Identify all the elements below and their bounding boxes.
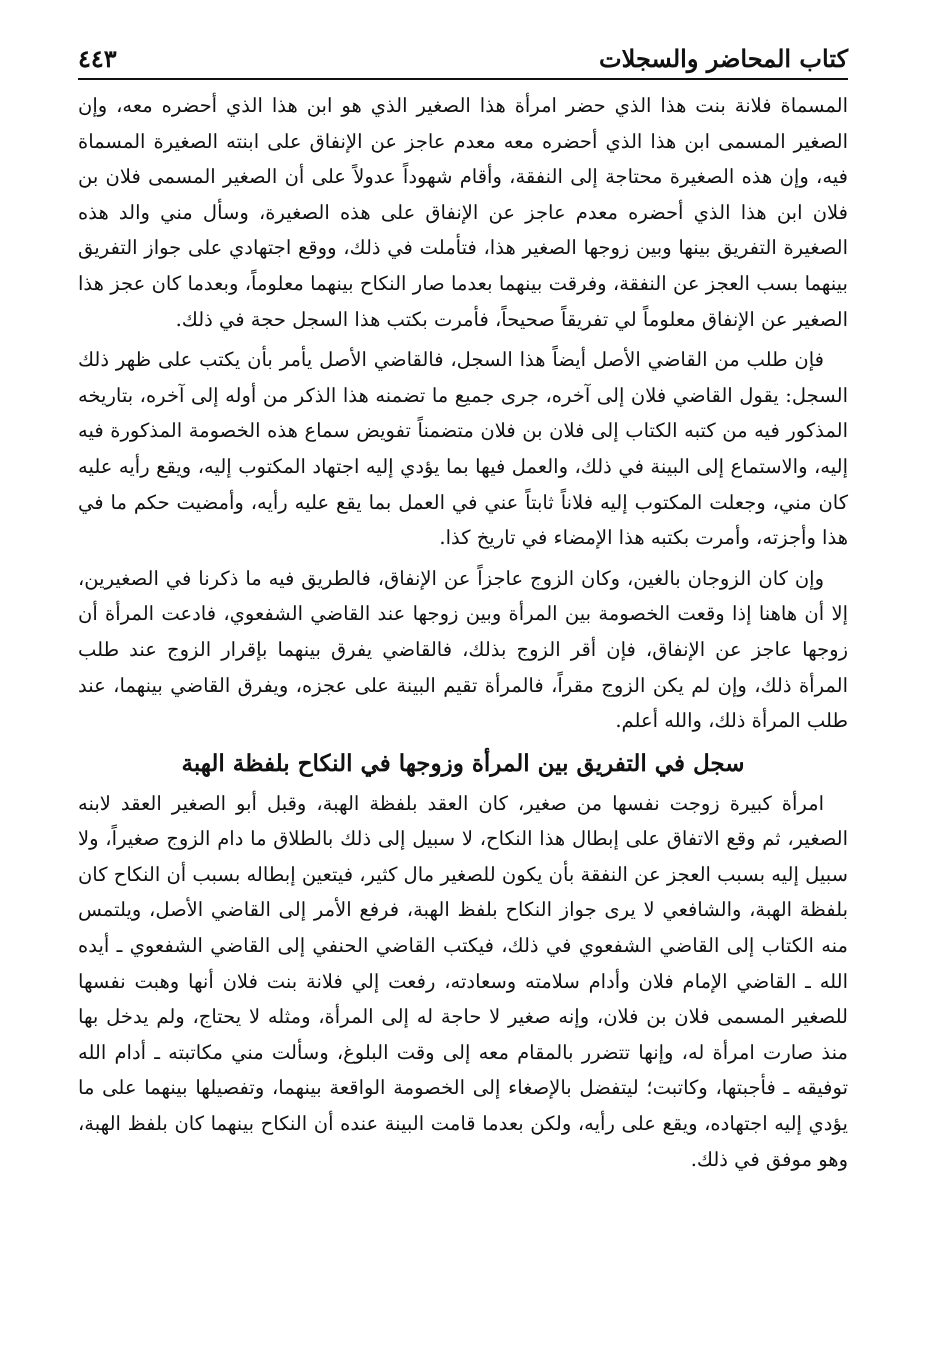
running-title: كتاب المحاضر والسجلات	[599, 44, 848, 73]
paragraph-2: فإن طلب من القاضي الأصل أيضاً هذا السجل، فالقاضي الأصل يأمر بأن يكتب على ظهر ذلك السجل: يقول القاضي فلان إلى آخره، جرى جميع ما تضمنه هذا الذكر من أوله إلى آخره، بتاريخه المذكور فيه من كتبه الكتاب إلى فلان بن فلان متضمناً تفويض سماع هذه الخصومة المذكورة فيه إليه، والاستماع إلى البينة في ذلك، والعمل فيها بما يؤدي إليه اجتهاد المكتوب إليه، ويقع رأيه عليه كان مني، وجعلت المكتوب إليه فلاناً ثابتاً عني في العمل بما يقع عليه رأيه، وأمضيت حكم ما في هذا وأجزته، وأمرت بكتبه هذا الإمضاء في تاريخ كذا.	[78, 348, 848, 550]
section-heading: سجل في التفريق بين المرأة وزوجها في النكاح بلفظة الهبة	[181, 749, 745, 777]
page-number: ٤٤٣	[78, 44, 117, 73]
paragraph-1: المسماة فلانة بنت هذا الذي حضر امرأة هذا الصغير الذي هو ابن هذا الذي أحضره معه، وإن الصغير المسمى ابن هذا الذي أحضره معه معدم عاجز عن الإنفاق على ابنته الصغيرة المسماة فيه، وإن هذه الصغيرة محتاجة إلى النفقة، وأقام شهوداً عدولاً على أن الصغير المسمى فلان بن فلان ابن هذا الذي أحضره معدم عاجز عن الإنفاق على هذه الصغيرة، وسأل مني والد هذه الصغيرة التفريق بينها وبين زوجها الصغير هذا، فتأملت في ذلك، ووقع اجتهادي على جواز التفريق بينهما بسب العجز عن النفقة، وفرقت بينهما بعدما صار النكاح بينهما معلوماً، وبعدما كان عجز هذا الصغير عن الإنفاق معلوماً لي تفريقاً صحيحاً، فأمرت بكتب هذا السجل حجة في ذلك.	[78, 94, 848, 331]
paragraph-4: امرأة كبيرة زوجت نفسها من صغير، كان العقد بلفظة الهبة، وقبل أبو الصغير العقد لابنه الصغير، ثم وقع الاتفاق على إبطال هذا النكاح، لا سبيل إلى ذلك بالطلاق ما دام الزوج صغيراً، ولا سبيل إليه بسبب العجز عن النفقة بأن يكون للصغير مال كثير، فيتعين إبطاله بسبب أن النكاح كان بلفظة الهبة، والشافعي لا يرى جواز النكاح بلفظ الهبة، فرفع الأمر إلى القاضي الأصل، ويلتمس منه الكتاب إلى القاضي الشفعوي في ذلك، فيكتب القاضي الحنفي إلى القاضي الشفعوي ـ أيده الله ـ القاضي الإمام فلان وأدام سلامته وسعادته، رفعت إلي فلانة بنت فلان أنها وهبت نفسها للصغير المسمى فلان بن فلان، وإنه صغير لا حاجة له إلى المرأة، ومثله لا يحتاج، ولم يدخل بها منذ صارت امرأة له، وإنها تتضرر بالمقام معه إلى وقت البلوغ، وسألت مني مكاتبته ـ أدام الله توفيقه ـ فأجبتها، وكاتبت؛ ليتفضل بالإصغاء إلى الخصومة الواقعة بينهما، وتفصيلها بينهما على ما يؤدي إليه اجتهاده، ويقع على رأيه، ولكن بعدما قامت البينة عنده أن النكاح بينهما كان بلفظ الهبة، وهو موفق في ذلك.	[77, 791, 848, 1171]
page-header	[78, 30, 848, 80]
page-body	[78, 88, 848, 1177]
paragraph-3: وإن كان الزوجان بالغين، وكان الزوج عاجزاً عن الإنفاق، فالطريق فيه ما ذكرنا في الصغيرين، إلا أن هاهنا إذا وقعت الخصومة بين المرأة وبين زوجها عند القاضي الشفعوي، فادعت المرأة أن زوجها عاجز عن الإنفاق، فإن أقر الزوج بذلك، فالقاضي يفرق بينهما بإقرار الزوج عند طلب المرأة ذلك، وإن لم يكن الزوج مقراً، فالمرأة تقيم البينة على عجزه، ويفرق القاضي بينهما، عند طلب المرأة ذلك، والله أعلم.	[78, 566, 848, 733]
